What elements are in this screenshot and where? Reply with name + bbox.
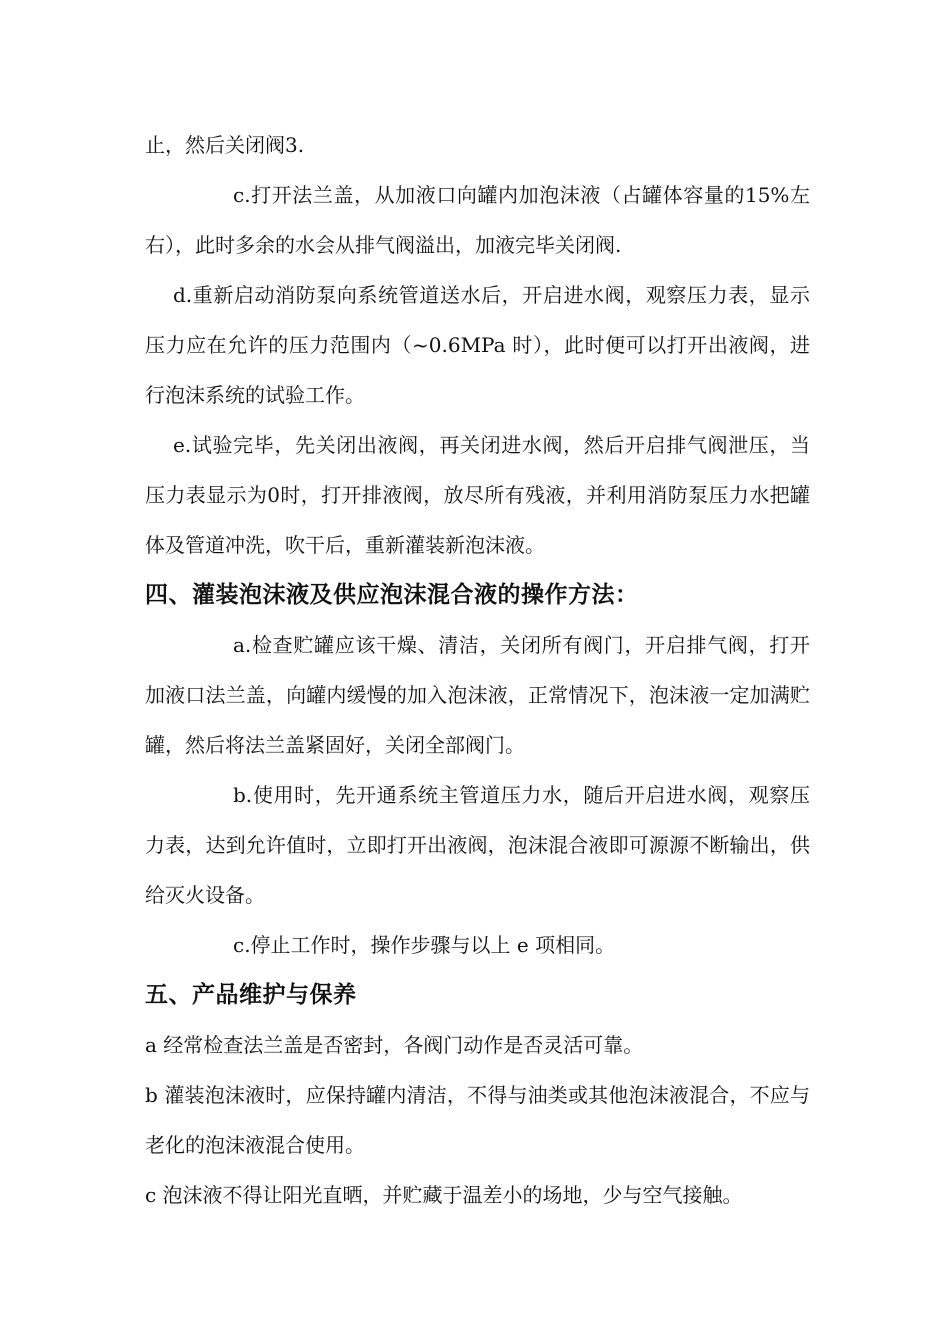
paragraph-step-e-test-complete: e.试验完毕，先关闭出液阀，再关闭进水阀，然后开启排气阀泄压，当压力表显示为0时，打开排液阀，放尽所有残液，并利用消防泵压力水把罐体及管道冲洗，吹干后，重新灌装新泡沫液。: [145, 433, 810, 557]
paragraph-5c-storage: c 泡沫液不得让阳光直晒，并贮藏于温差小的场地，少与空气接触。: [145, 1183, 743, 1207]
paragraph-5b-fill-clean: b 灌装泡沫液时，应保持罐内清洁，不得与油类或其他泡沫液混合，不应与老化的泡沫液混合使用。: [145, 1083, 810, 1157]
paragraph-step-d-restart-pump: d.重新启动消防泵向系统管道送水后，开启进水阀，观察压力表，显示压力应在允许的压力范围内（~0.6MPa 时），此时便可以打开出液阀，进行泡沫系统的试验工作。: [145, 283, 810, 407]
section-heading-5: 五、产品维护与保养: [145, 982, 357, 1008]
paragraph-4b-usage: b.使用时，先开通系统主管道压力水，随后开启进水阀，观察压力表，达到允许值时，立即打开出液阀，泡沫混合液即可源源不断输出，供给灭火设备。: [145, 783, 810, 907]
section-heading-4: 四、灌装泡沫液及供应泡沫混合液的操作方法：: [145, 582, 639, 608]
paragraph-4a-check-tank: a.检查贮罐应该干燥、清洁，关闭所有阀门，开启排气阀，打开加液口法兰盖，向罐内缓慢的加入泡沫液，正常情况下，泡沫液一定加满贮罐，然后将法兰盖紧固好，关闭全部阀门。: [145, 633, 810, 757]
paragraph-4c-stop: c.停止工作时，操作步骤与以上 e 项相同。: [233, 933, 616, 957]
paragraph-valve3-close: 止，然后关闭阀3.: [145, 133, 305, 157]
document-body: [145, 120, 810, 1220]
paragraph-5a-inspect: a 经常检查法兰盖是否密封，各阀门动作是否灵活可靠。: [145, 1033, 644, 1057]
paragraph-step-c-add-foam: c.打开法兰盖，从加液口向罐内加泡沫液（占罐体容量的15%左右），此时多余的水会从排气阀溢出，加液完毕关闭阀.: [145, 183, 810, 257]
